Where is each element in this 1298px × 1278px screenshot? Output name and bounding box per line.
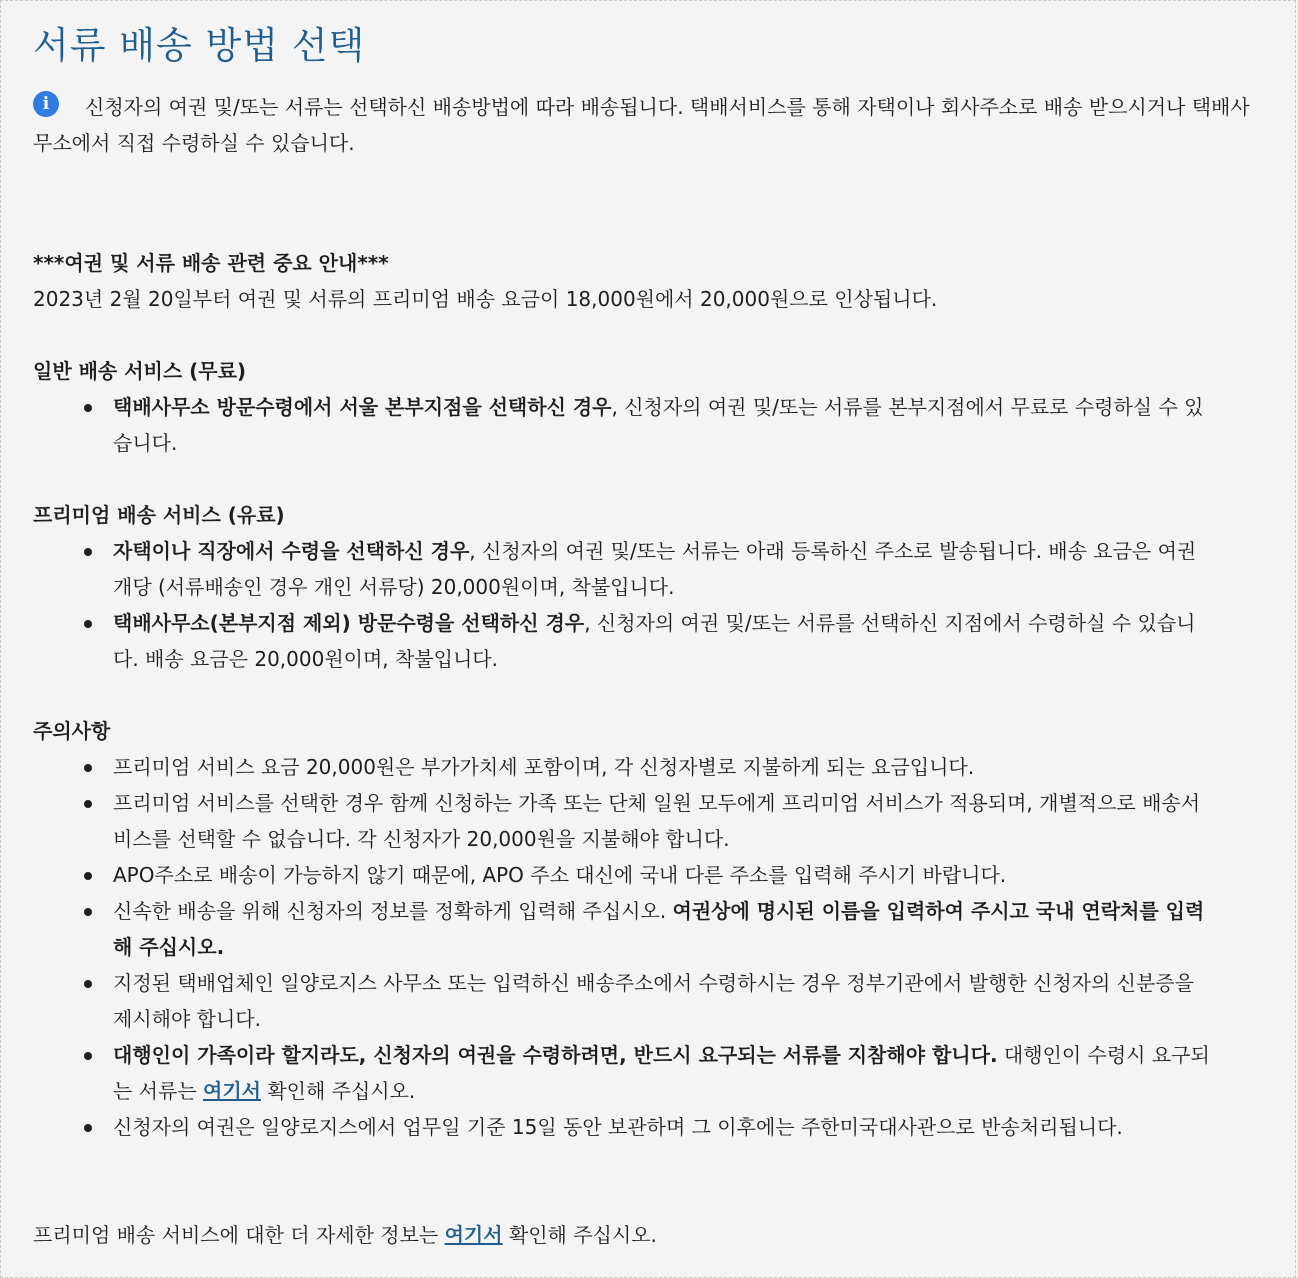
footer-info: 프리미엄 배송 서비스에 대한 더 자세한 정보는 여기서 확인해 주십시오.: [33, 1223, 657, 1247]
standard-delivery-heading: 일반 배송 서비스 (무료): [33, 359, 247, 383]
list-item: 지정된 택배업체인 일양로지스 사무소 또는 입력하신 배송주소에서 수령하시는 경우 정부기관에서 발행한 신청자의 신분증을 제시해야 합니다.: [33, 965, 1258, 1037]
price-notice-text: 2023년 2월 20일부터 여권 및 서류의 프리미엄 배송 요금이 18,000원에서 20,000원으로 인상됩니다.: [33, 287, 938, 311]
info-icon: i: [33, 91, 59, 117]
premium-delivery-heading: 프리미엄 배송 서비스 (유료): [33, 503, 285, 527]
list-item: 대행인이 가족이라 할지라도, 신청자의 여권을 수령하려면, 반드시 요구되는 서류를 지참해야 합니다. 대행인이 수령시 요구되는 서류는 여기서 확인해 주십시오.: [33, 1037, 1258, 1109]
list-item: APO주소로 배송이 가능하지 않기 때문에, APO 주소 대신에 국내 다른 주소를 입력해 주시기 바랍니다.: [33, 857, 1258, 893]
list-item: 택배사무소 방문수령에서 서울 본부지점을 선택하신 경우, 신청자의 여권 및/또는 서류를 본부지점에서 무료로 수령하실 수 있습니다.: [33, 389, 1258, 461]
premium-info-link[interactable]: 여기서: [444, 1223, 503, 1247]
list-item: 자택이나 직장에서 수령을 선택하신 경우, 신청자의 여권 및/또는 서류는 아래 등록하신 주소로 발송됩니다. 배송 요금은 여권 개당 (서류배송인 경우 개인 서류당) 20,000원이며, 착불입니다.: [33, 533, 1258, 605]
cautions-section: [33, 713, 1258, 1145]
list-item: 택배사무소(본부지점 제외) 방문수령을 선택하신 경우, 신청자의 여권 및/또는 서류를 선택하신 지점에서 수령하실 수 있습니다. 배송 요금은 20,000원이며, 착불입니다.: [33, 605, 1258, 677]
price-notice-heading: ***여권 및 서류 배송 관련 중요 안내***: [33, 251, 389, 275]
cautions-heading: 주의사항: [33, 719, 111, 743]
cautions-list: [33, 749, 1258, 1145]
page-title: 서류 배송 방법 선택: [33, 24, 366, 67]
standard-delivery-section: [33, 353, 1258, 461]
info-text: 신청자의 여권 및/또는 서류는 선택하신 배송방법에 따라 배송됩니다. 택배서비스를 통해 자택이나 회사주소로 배송 받으시거나 택배사무소에서 직접 수령하실 수 있습니다.: [33, 95, 1250, 155]
list-item: 프리미엄 서비스 요금 20,000원은 부가가치세 포함이며, 각 신청자별로 지불하게 되는 요금입니다.: [33, 749, 1258, 785]
list-item: 신청자의 여권은 일양로지스에서 업무일 기준 15일 동안 보관하며 그 이후에는 주한미국대사관으로 반송처리됩니다.: [33, 1109, 1258, 1145]
premium-delivery-section: [33, 497, 1258, 677]
info-notice: [33, 89, 1258, 161]
list-item: 신속한 배송을 위해 신청자의 정보를 정확하게 입력해 주십시오. 여권상에 명시된 이름을 입력하여 주시고 국내 연락처를 입력해 주십시오.: [33, 893, 1258, 965]
premium-delivery-list: [33, 533, 1258, 677]
price-notice: [33, 245, 1258, 317]
standard-delivery-list: [33, 389, 1258, 461]
list-item: 프리미엄 서비스를 선택한 경우 함께 신청하는 가족 또는 단체 일원 모두에게 프리미엄 서비스가 적용되며, 개별적으로 배송서비스를 선택할 수 없습니다. 각 신청자가 20,000원을 지불해야 합니다.: [33, 785, 1258, 857]
required-documents-link[interactable]: 여기서: [203, 1079, 261, 1103]
